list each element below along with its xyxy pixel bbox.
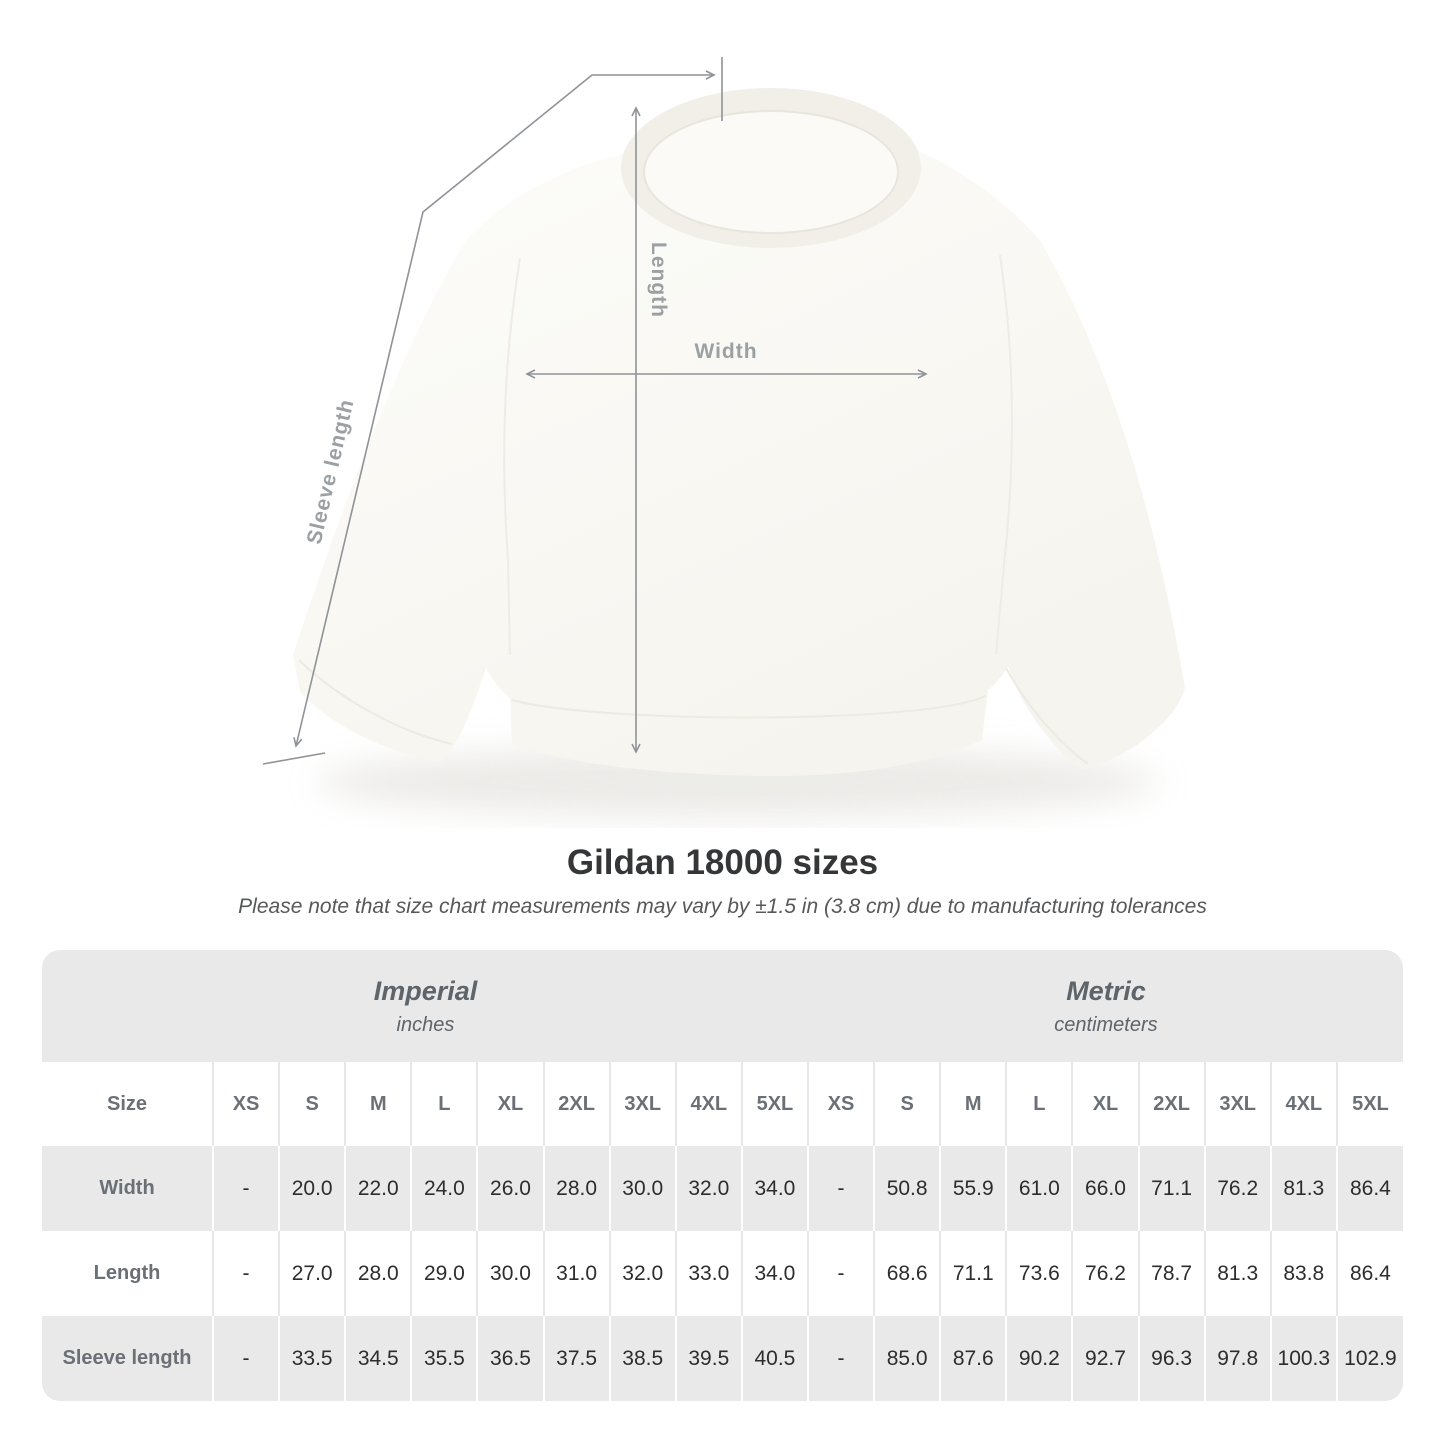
measurement-cell: 34.0	[742, 1231, 808, 1316]
measurement-cell: 30.0	[477, 1231, 543, 1316]
measurement-cell: 90.2	[1006, 1316, 1072, 1401]
measurement-cell: 71.1	[940, 1231, 1006, 1316]
size-header-row	[42, 1062, 1403, 1146]
measurement-cell: 28.0	[345, 1231, 411, 1316]
page-title: Gildan 18000 sizes	[566, 843, 879, 882]
unit-header-band	[42, 950, 1403, 1062]
measurement-cell: 73.6	[1006, 1231, 1072, 1316]
size-chart	[42, 950, 1403, 1401]
measurement-cell: 100.3	[1271, 1316, 1337, 1401]
size-col-imperial-5xl: 5XL	[742, 1062, 808, 1146]
size-column-header: Size	[42, 1062, 213, 1146]
size-col-imperial-4xl: 4XL	[676, 1062, 742, 1146]
tolerance-note: Please note that size chart measurements may vary by ±1.5 in (3.8 cm) due to manufacturing tolerances	[238, 895, 1207, 918]
row-label: Length	[42, 1231, 213, 1316]
measurement-cell: 33.5	[279, 1316, 345, 1401]
measurement-cell: -	[213, 1146, 279, 1231]
size-col-metric-2xl: 2XL	[1139, 1062, 1205, 1146]
size-col-imperial-xs: XS	[213, 1062, 279, 1146]
length-label: Length	[647, 242, 670, 318]
measurement-cell: 32.0	[676, 1146, 742, 1231]
measurement-cell: 85.0	[874, 1316, 940, 1401]
size-col-imperial-l: L	[411, 1062, 477, 1146]
measurement-cell: 66.0	[1072, 1146, 1138, 1231]
measurement-cell: 76.2	[1205, 1146, 1271, 1231]
measurement-cell: 83.8	[1271, 1231, 1337, 1316]
size-col-metric-xl: XL	[1072, 1062, 1138, 1146]
row-label: Sleeve length	[42, 1316, 213, 1401]
size-table	[42, 1062, 1403, 1401]
cuff-tick	[263, 753, 325, 764]
measurement-cell: 68.6	[874, 1231, 940, 1316]
measurement-cell: 32.0	[610, 1231, 676, 1316]
measurement-cell: 81.3	[1205, 1231, 1271, 1316]
measurement-row-width	[42, 1146, 1403, 1231]
measurement-cell: -	[213, 1316, 279, 1401]
measurement-cell: 40.5	[742, 1316, 808, 1401]
size-col-metric-m: M	[940, 1062, 1006, 1146]
measurement-cell: 81.3	[1271, 1146, 1337, 1231]
measurement-cell: 26.0	[477, 1146, 543, 1231]
metric-title: Metric	[1066, 975, 1146, 1006]
sleeve-length-label: Sleeve length	[302, 396, 359, 547]
size-col-imperial-3xl: 3XL	[610, 1062, 676, 1146]
measurement-cell: 33.0	[676, 1231, 742, 1316]
measurement-cell: 86.4	[1337, 1231, 1403, 1316]
measurement-cell: 76.2	[1072, 1231, 1138, 1316]
measurement-cell: 24.0	[411, 1146, 477, 1231]
measurement-cell: 31.0	[544, 1231, 610, 1316]
measurement-cell: 61.0	[1006, 1146, 1072, 1231]
measurement-cell: 96.3	[1139, 1316, 1205, 1401]
size-col-metric-xs: XS	[808, 1062, 874, 1146]
measurement-cell: 87.6	[940, 1316, 1006, 1401]
measurement-cell: 71.1	[1139, 1146, 1205, 1231]
measurement-cell: 29.0	[411, 1231, 477, 1316]
size-col-imperial-2xl: 2XL	[544, 1062, 610, 1146]
measurement-cell: 30.0	[610, 1146, 676, 1231]
measurement-cell: 22.0	[345, 1146, 411, 1231]
size-col-imperial-xl: XL	[477, 1062, 543, 1146]
size-col-metric-4xl: 4XL	[1271, 1062, 1337, 1146]
measurement-cell: 28.0	[544, 1146, 610, 1231]
size-col-metric-l: L	[1006, 1062, 1072, 1146]
imperial-header	[42, 950, 809, 1062]
size-col-metric-5xl: 5XL	[1337, 1062, 1403, 1146]
measurement-cell: -	[213, 1231, 279, 1316]
garment-illustration	[293, 88, 1185, 776]
measurement-cell: 27.0	[279, 1231, 345, 1316]
measurement-cell: -	[808, 1316, 874, 1401]
measurement-cell: 38.5	[610, 1316, 676, 1401]
measurement-cell: 39.5	[676, 1316, 742, 1401]
measurement-cell: 34.0	[742, 1146, 808, 1231]
measurement-cell: 36.5	[477, 1316, 543, 1401]
measurement-cell: 102.9	[1337, 1316, 1403, 1401]
measurement-cell: 92.7	[1072, 1316, 1138, 1401]
measurement-cell: -	[808, 1146, 874, 1231]
row-label: Width	[42, 1146, 213, 1231]
size-col-imperial-s: S	[279, 1062, 345, 1146]
measurement-cell: 35.5	[411, 1316, 477, 1401]
measurement-cell: 34.5	[345, 1316, 411, 1401]
measurement-cell: 86.4	[1337, 1146, 1403, 1231]
metric-unit: centimeters	[1054, 1013, 1158, 1036]
imperial-unit: inches	[396, 1013, 455, 1036]
measurement-row-sleeve-length	[42, 1316, 1403, 1401]
size-col-metric-s: S	[874, 1062, 940, 1146]
size-table-body	[42, 1146, 1403, 1401]
size-col-imperial-m: M	[345, 1062, 411, 1146]
imperial-title: Imperial	[373, 975, 478, 1006]
measurement-cell: 97.8	[1205, 1316, 1271, 1401]
measurement-cell: 55.9	[940, 1146, 1006, 1231]
measurement-cell: -	[808, 1231, 874, 1316]
size-col-metric-3xl: 3XL	[1205, 1062, 1271, 1146]
measurement-cell: 50.8	[874, 1146, 940, 1231]
measurement-cell: 37.5	[544, 1316, 610, 1401]
width-label: Width	[694, 340, 758, 363]
measurement-row-length	[42, 1231, 1403, 1316]
measurement-cell: 20.0	[279, 1146, 345, 1231]
metric-header	[809, 950, 1403, 1062]
measurement-cell: 78.7	[1139, 1231, 1205, 1316]
